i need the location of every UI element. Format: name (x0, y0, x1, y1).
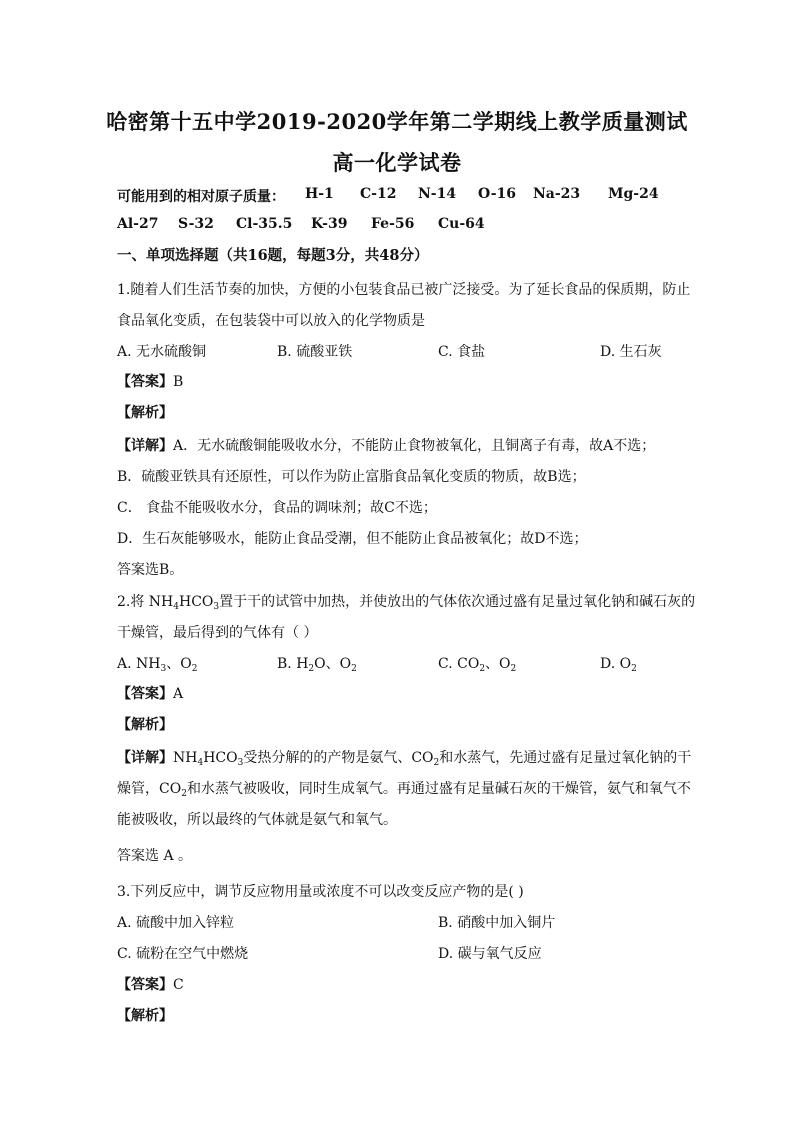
detail-text: HCO (203, 750, 238, 766)
exam-title: 哈密第十五中学2019-2020学年第二学期线上教学质量测试 (106, 109, 688, 134)
atomic-mass-item: S-32 (178, 216, 214, 232)
q1-option-a: A. 无水硫酸铜 (117, 344, 207, 360)
atomic-mass-item: O-16 (478, 186, 517, 202)
opt-text: B. H (277, 656, 309, 672)
detail-tag: 【详解】 (117, 438, 173, 454)
answer-tag: 【答案】 (117, 686, 173, 702)
detail-tag: 【详解】 (117, 750, 173, 766)
subscript: 4 (197, 758, 204, 768)
q2-stem-line1 (117, 592, 695, 612)
subscript: 2 (510, 664, 517, 674)
q3-answer (117, 975, 184, 995)
q2-answer (117, 684, 183, 704)
answer-tag: 【答案】 (117, 374, 173, 390)
q2-detail-line1 (117, 748, 691, 768)
atomic-mass-label: 可能用到的相对原子质量： (117, 189, 285, 205)
detail-text: 燥管，CO (117, 781, 182, 797)
q3-stem: 3.下列反应中，调节反应物用量或浓度不可以改变反应产物的是( ) (117, 884, 524, 900)
answer-value: C (173, 977, 184, 993)
subscript: 2 (631, 664, 637, 674)
answer-value: B (173, 374, 184, 390)
q1-analysis-tag: 【解析】 (117, 405, 173, 421)
q2-conclusion: 答案选 A 。 (117, 848, 193, 864)
q1-option-d: D. 生石灰 (600, 344, 662, 360)
atomic-mass-item: C-12 (360, 186, 397, 202)
subscript: 2 (479, 664, 486, 674)
q3-option-a: A. 硫酸中加入锌粒 (117, 915, 235, 931)
subscript: 3 (160, 664, 167, 674)
opt-text: 、O (485, 656, 511, 672)
subscript: 2 (181, 789, 187, 799)
q1-answer (117, 372, 183, 392)
section-heading: 一、单项选择题（共16题，每题3分，共48分） (117, 247, 429, 264)
q3-option-c: C. 硫粉在空气中燃烧 (117, 946, 249, 962)
opt-text: D. O (600, 656, 632, 672)
q3-analysis-tag: 【解析】 (117, 1008, 173, 1024)
q1-detail-b: B．硫酸亚铁具有还原性，可以作为防止富脂食品氧化变质的物质，故B选； (117, 469, 586, 485)
exam-subtitle: 高一化学试卷 (332, 150, 462, 175)
subscript: 2 (191, 664, 198, 674)
q2-text: 2.将 NH (117, 594, 174, 610)
atomic-mass-item: Al-27 (117, 216, 159, 232)
detail-text: A．无水硫酸铜能吸收水分，不能防止食物被氧化，且铜离子有毒，故A不选； (173, 438, 656, 454)
q2-option-c (438, 654, 516, 674)
answer-value: A (173, 686, 184, 702)
q1-detail-d: D．生石灰能够吸水，能防止食品受潮，但不能防止食品被氧化；故D不选； (117, 531, 588, 547)
q2-option-a (117, 654, 197, 674)
answer-tag: 【答案】 (117, 977, 173, 993)
q1-option-b: B. 硫酸亚铁 (277, 344, 353, 360)
atomic-mass-item: Fe-56 (371, 216, 415, 232)
detail-text: 和水蒸气被吸收，同时生成氧气。再通过盛有足量碱石灰的干燥管，氨气和氧气不 (186, 781, 691, 797)
atomic-mass-item: Cl-35.5 (236, 216, 293, 232)
q2-analysis-tag: 【解析】 (117, 717, 173, 733)
atomic-mass-item: K-39 (311, 216, 348, 232)
q2-option-d (600, 654, 637, 674)
q1-detail-a (117, 436, 655, 456)
opt-text: 、O (166, 656, 192, 672)
q2-stem-line2: 干燥管，最后得到的气体有（ ） (117, 625, 318, 641)
atomic-mass-item: H-1 (305, 186, 334, 202)
subscript: 3 (213, 602, 220, 612)
q2-text: HCO (179, 594, 214, 610)
atomic-mass-item: Na-23 (533, 186, 581, 202)
opt-text: C. CO (438, 656, 480, 672)
q2-text: 置于干的试管中加热，并使放出的气体依次通过盛有足量过氧化钠和碱石灰的 (219, 594, 696, 610)
q3-option-b: B. 硝酸中加入铜片 (438, 915, 556, 931)
q1-detail-c: C． 食盐不能吸收水分，食品的调味剂；故C不选； (117, 500, 437, 516)
subscript: 4 (173, 602, 180, 612)
opt-text: A. NH (117, 656, 161, 672)
q1-option-c: C. 食盐 (438, 344, 486, 360)
q1-stem-line1: 1.随着人们生活节奏的加快，方便的小包装食品已被广泛接受。为了延长食品的保质期，防止 (117, 282, 691, 298)
q2-detail-line2 (117, 779, 691, 799)
subscript: 2 (433, 758, 440, 768)
opt-text: O、O (314, 656, 352, 672)
detail-text: 和水蒸气，先通过盛有足量过氧化钠的干 (439, 750, 692, 766)
q1-conclusion: 答案选B。 (117, 562, 184, 578)
subscript: 3 (237, 758, 244, 768)
atomic-mass-item: N-14 (418, 186, 457, 202)
subscript: 2 (351, 664, 357, 674)
q2-detail-line3: 能被吸收，所以最终的气体就是氨气和氧气。 (117, 812, 397, 828)
q2-option-b (277, 654, 357, 674)
subscript: 2 (308, 664, 315, 674)
atomic-mass-item: Cu-64 (438, 216, 485, 232)
detail-text: 受热分解的的产物是氨气、CO (243, 750, 434, 766)
atomic-mass-item: Mg-24 (608, 186, 659, 202)
q1-stem-line2: 食品氧化变质，在包装袋中可以放入的化学物质是 (117, 313, 425, 329)
q3-option-d: D. 碳与氧气反应 (438, 946, 542, 962)
detail-text: NH (173, 750, 198, 766)
